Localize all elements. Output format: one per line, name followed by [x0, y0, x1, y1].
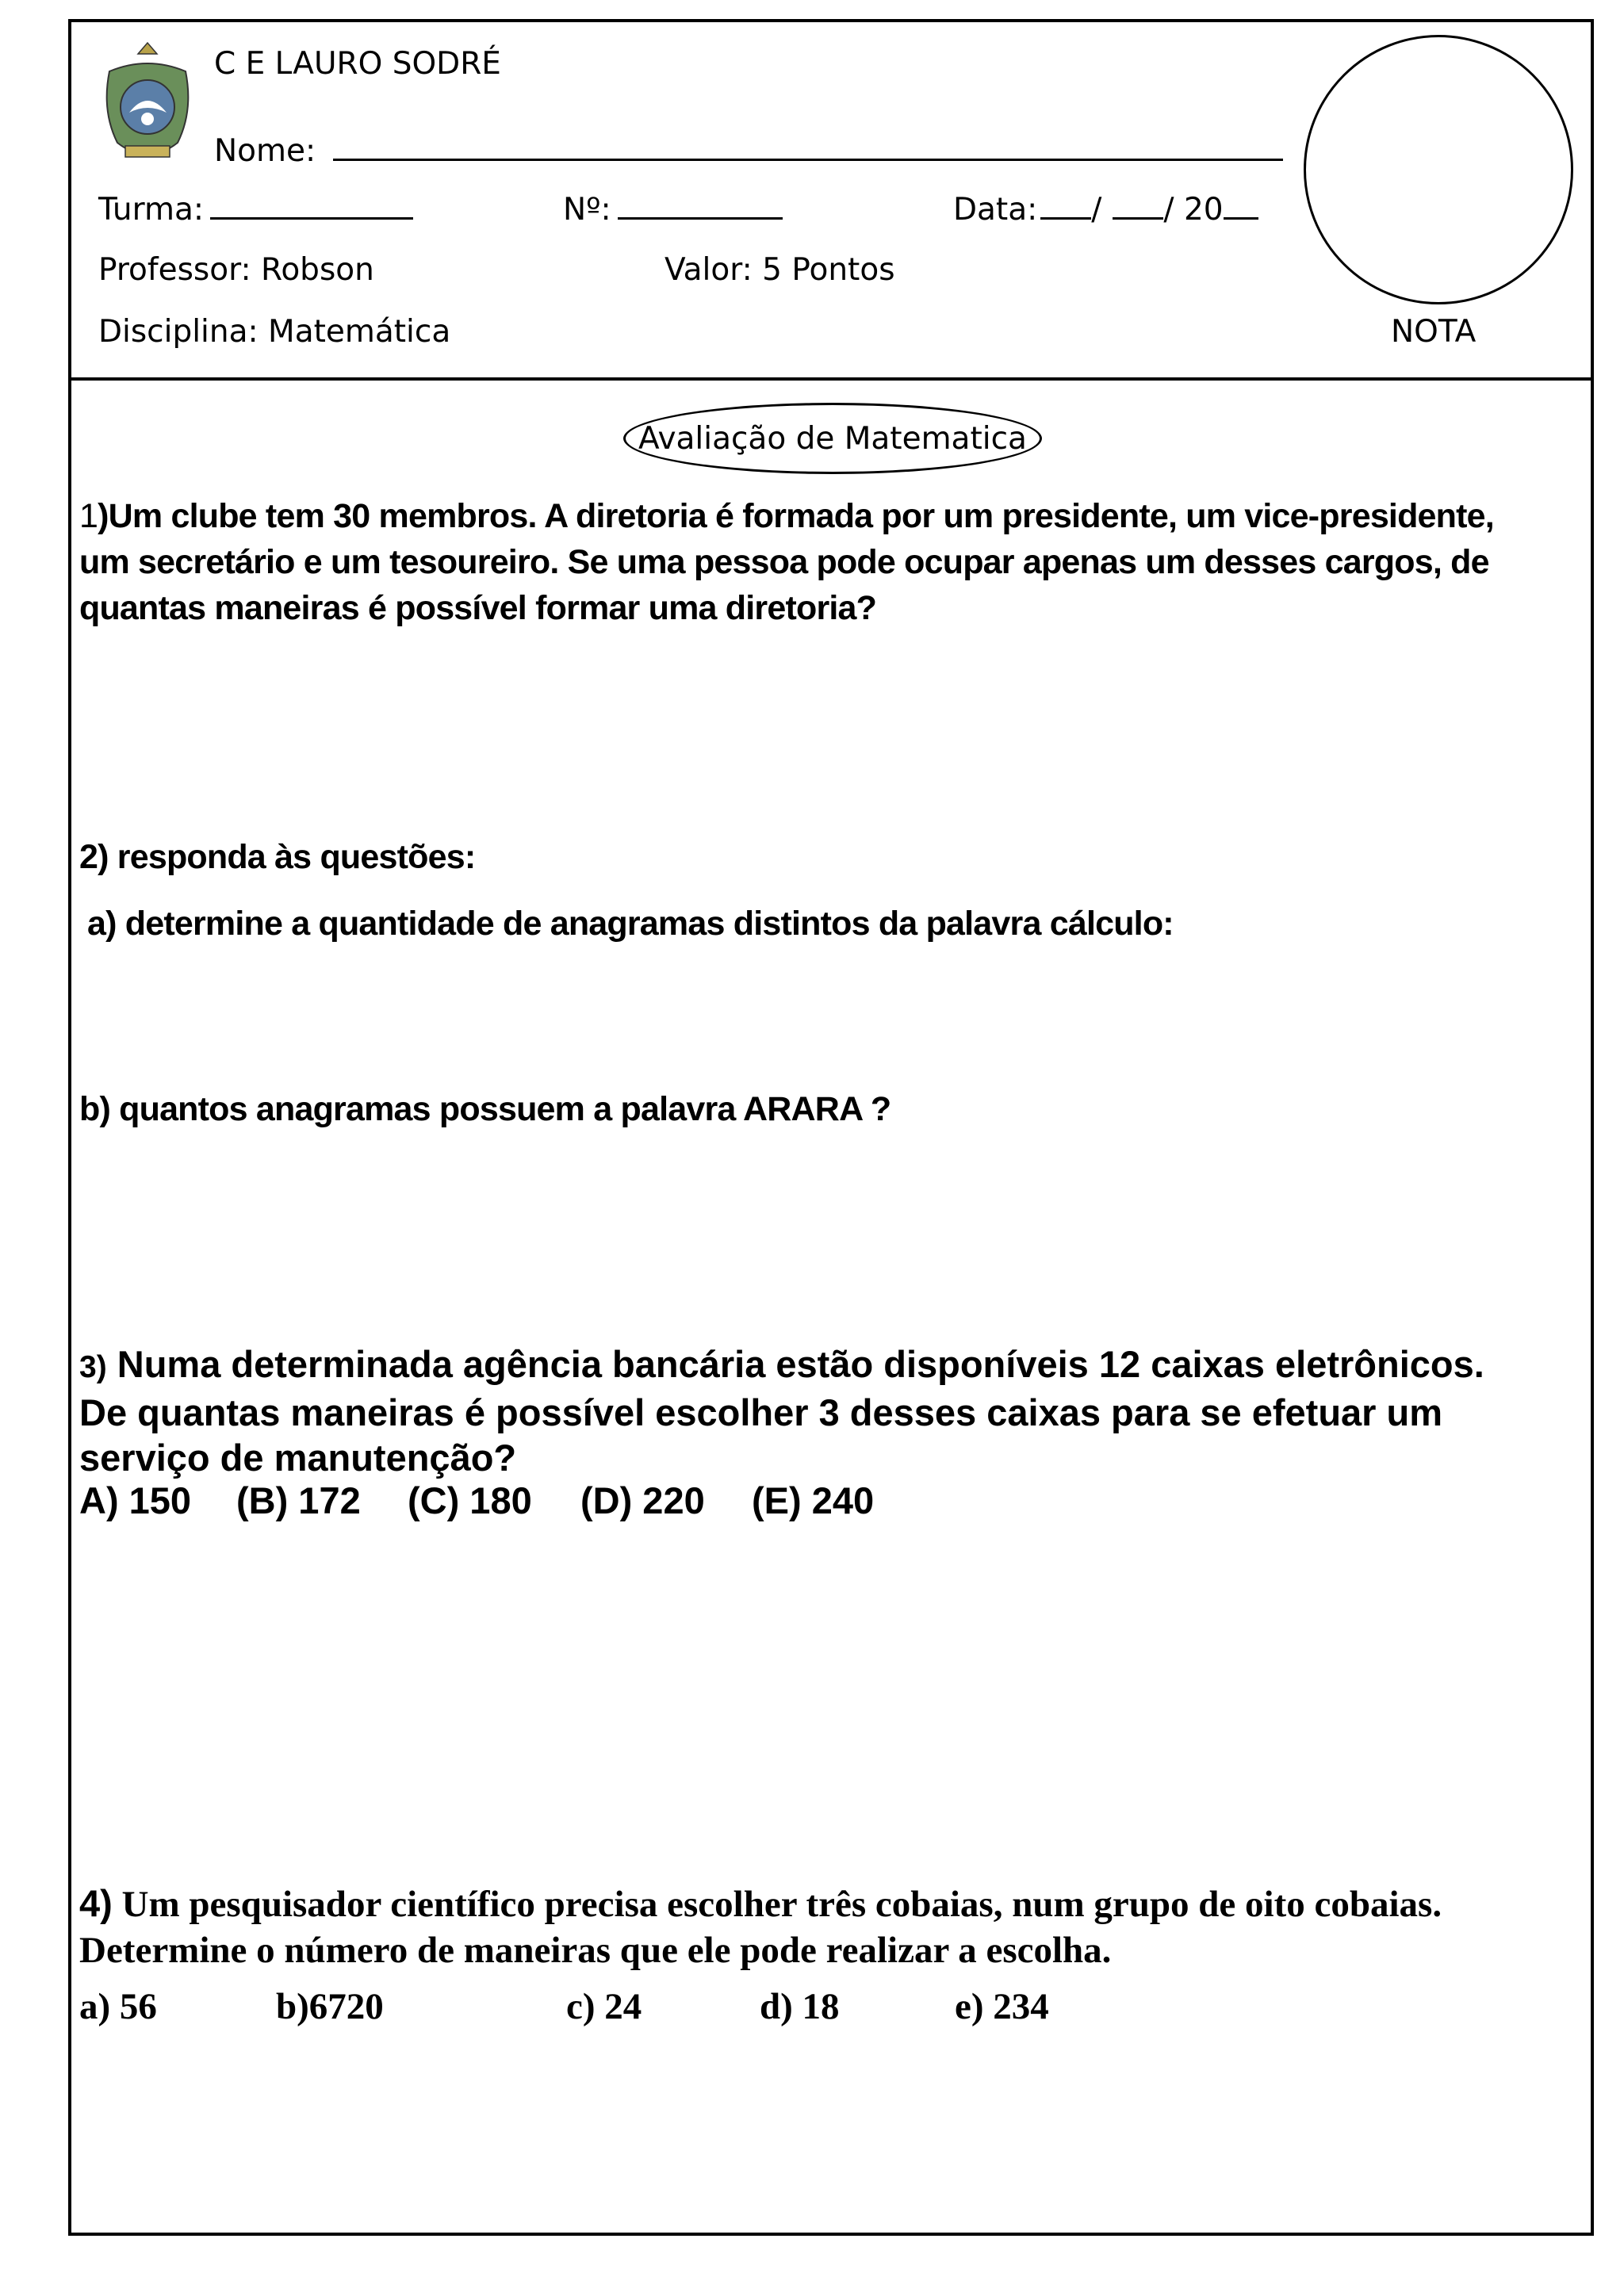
grade-circle: [1304, 35, 1573, 304]
number-label: Nº:: [563, 192, 611, 228]
question-4-option-d[interactable]: d) 18: [760, 1986, 840, 2027]
question-1: [79, 493, 1578, 631]
question-3-option-b[interactable]: (B) 172: [236, 1479, 361, 1521]
question-3-number: 3): [79, 1350, 107, 1384]
exam-title-oval: [623, 403, 1042, 474]
grade-label: NOTA: [1391, 314, 1477, 350]
value-text: Valor: 5 Pontos: [665, 252, 895, 288]
question-4-line-1: Um pesquisador científico precisa escolher três cobaias, num grupo de oito cobaias.: [121, 1884, 1442, 1925]
question-4-line-2: Determine o número de maneiras que ele pode realizar a escolha.: [79, 1930, 1112, 1971]
question-3-option-d[interactable]: (D) 220: [580, 1479, 705, 1521]
question-1-line-2: um secretário e um tesoureiro. Se uma pessoa pode ocupar apenas um desses cargos, de: [79, 543, 1489, 581]
question-2a: a) determine a quantidade de anagramas distintos da palavra cálculo:: [87, 905, 1174, 943]
question-4-number: 4): [79, 1882, 113, 1924]
question-4-option-b[interactable]: b)6720: [276, 1986, 384, 2027]
question-3-line-1: Numa determinada agência bancária estão disponíveis 12 caixas eletrônicos.: [117, 1343, 1484, 1385]
question-4-option-a[interactable]: a) 56: [79, 1986, 157, 2027]
date-label: Data:: [953, 192, 1038, 228]
subject-text: Disciplina: Matemática: [98, 314, 451, 350]
question-4-option-e[interactable]: e) 234: [955, 1986, 1049, 2027]
question-3-line-2: De quantas maneiras é possível escolher 3 desses caixas para se efetuar um: [79, 1391, 1443, 1433]
date-sep-1: /: [1091, 192, 1102, 228]
question-1-line-3: quantas maneiras é possível formar uma diretoria?: [79, 589, 877, 627]
class-field[interactable]: [98, 190, 413, 228]
question-4-option-c[interactable]: c) 24: [566, 1986, 642, 2027]
teacher-text: Professor: Robson: [98, 252, 374, 288]
date-sep-2: / 20: [1163, 192, 1224, 228]
question-3: [79, 1341, 1578, 1480]
class-blank: [210, 190, 413, 220]
question-3-line-3: serviço de manutenção?: [79, 1437, 517, 1479]
school-name: C E LAURO SODRÉ: [214, 46, 501, 82]
class-label: Turma:: [98, 192, 204, 228]
name-field[interactable]: [214, 132, 1283, 169]
date-year-blank: [1224, 190, 1258, 220]
question-4-options: [79, 1984, 1578, 2031]
header-divider: [68, 377, 1594, 381]
question-3-option-c[interactable]: (C) 180: [408, 1479, 532, 1521]
name-label: Nome:: [214, 133, 316, 169]
name-blank: [333, 132, 1283, 161]
question-1-number: 1: [79, 497, 98, 535]
number-field[interactable]: [563, 190, 783, 228]
question-3-options: [79, 1478, 1578, 1525]
question-1-line-1: )Um clube tem 30 membros. A diretoria é formada por um presidente, um vice-presidente,: [98, 497, 1494, 535]
date-day-blank: [1040, 190, 1091, 220]
question-3-option-a[interactable]: A) 150: [79, 1479, 192, 1521]
question-4: [79, 1881, 1578, 1973]
date-field[interactable]: [953, 190, 1258, 228]
date-month-blank: [1113, 190, 1163, 220]
number-blank: [618, 190, 783, 220]
school-crest-logo: [94, 40, 201, 166]
question-3-option-e[interactable]: (E) 240: [752, 1479, 875, 1521]
exam-title: Avaliação de Matematica: [638, 420, 1027, 457]
question-2b: b) quantos anagramas possuem a palavra ARARA ?: [79, 1090, 891, 1128]
question-2-intro: 2) responda às questões:: [79, 838, 476, 876]
